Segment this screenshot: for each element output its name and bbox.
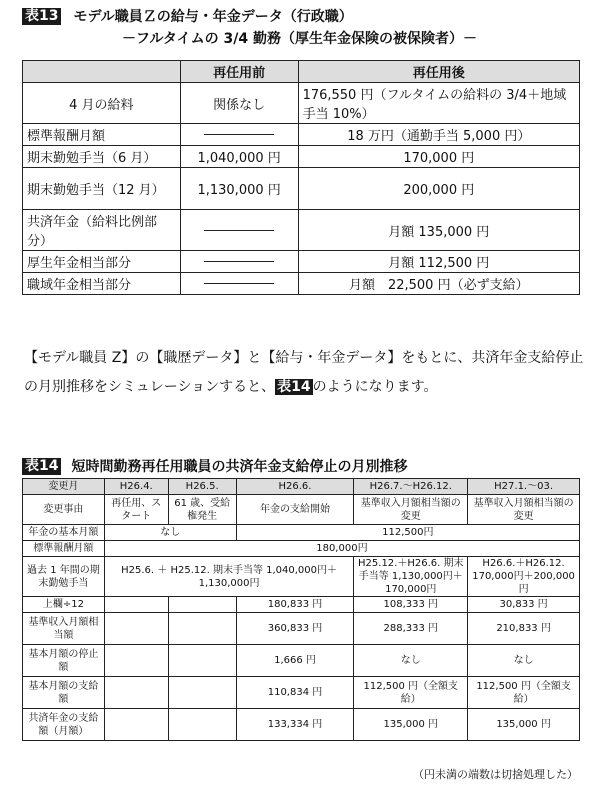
value-cell: なし <box>354 645 468 677</box>
table-row <box>23 541 580 557</box>
before-cell: 関係なし <box>180 83 298 124</box>
month-cell: H26.6. <box>236 479 354 495</box>
after-cell: 月額 112,500 円 <box>298 251 579 273</box>
reason-cell: 基準収入月額相当額の変更 <box>354 495 468 525</box>
dash-line <box>204 230 274 231</box>
value-cell: 30,833 円 <box>468 597 580 613</box>
row-label: 期末勤勉手当（12 月） <box>23 168 181 210</box>
empty-cell <box>168 677 236 709</box>
after-cell: 月額 22,500 円（必ず支給） <box>298 273 579 295</box>
value-cell: 180,833 円 <box>236 597 354 613</box>
row-label: 過去 1 年間の期末勤勉手当 <box>23 557 105 597</box>
table13-label: 表13 <box>22 8 61 25</box>
body-paragraph <box>24 344 584 402</box>
empty-cell <box>168 645 236 677</box>
before-cell <box>180 210 298 251</box>
month-cell: H26.7.～H26.12. <box>354 479 468 495</box>
paragraph-text-1: 【モデル職員 Z】の【職歴データ】と【給与・年金データ】をもとに、共済年金支給停止の月別推移をシミュレーションすると、 <box>24 350 584 395</box>
value-cell: 112,500 円（全額支給） <box>468 677 580 709</box>
table-row <box>23 124 580 146</box>
row-label: 基本月額の支給額 <box>23 677 105 709</box>
value-cell: 288,333 円 <box>354 613 468 645</box>
empty-cell <box>104 645 168 677</box>
empty-cell <box>104 613 168 645</box>
table-row <box>23 677 580 709</box>
value-cell: H26.6.＋H26.12. 170,000円＋200,000円 <box>468 557 580 597</box>
value-cell: 180,000円 <box>104 541 579 557</box>
empty-cell <box>168 613 236 645</box>
table13-heading <box>22 6 582 47</box>
table-row <box>23 168 580 210</box>
table-row <box>23 273 580 295</box>
month-cell: H27.1.～03. <box>468 479 580 495</box>
row-label: 変更事由 <box>23 495 105 525</box>
empty-cell <box>104 677 168 709</box>
value-cell: なし <box>468 645 580 677</box>
value-cell: H25.6. ＋ H25.12. 期末手当等 1,040,000円＋1,130,000円 <box>104 557 354 597</box>
value-cell: 112,500円 <box>236 525 579 541</box>
value-cell: 133,334 円 <box>236 709 354 741</box>
value-cell: 110,834 円 <box>236 677 354 709</box>
value-cell: 108,333 円 <box>354 597 468 613</box>
month-cell: 変更月 <box>23 479 105 495</box>
table14-heading <box>22 456 407 476</box>
table13 <box>22 60 580 295</box>
dash-line <box>204 134 274 135</box>
table-row <box>23 557 580 597</box>
value-cell: 1,666 円 <box>236 645 354 677</box>
table14-title: 短時間勤務再任用職員の共済年金支給停止の月別推移 <box>71 459 408 475</box>
row-label: 基本月額の停止額 <box>23 645 105 677</box>
table-row <box>23 709 580 741</box>
table-row <box>23 210 580 251</box>
row-label: 標準報酬月額 <box>23 541 105 557</box>
empty-cell <box>168 709 236 741</box>
dash-line <box>204 283 274 284</box>
table13-title: モデル職員Ｚの給与・年金データ（行政職） <box>73 9 353 25</box>
reason-cell: 年金の支給開始 <box>236 495 354 525</box>
row-label: 基準収入月額相当額 <box>23 613 105 645</box>
table13-subtitle: －フルタイムの 3/4 勤務（厚生年金保険の被保険者）－ <box>122 31 477 47</box>
row-label: 標準報酬月額 <box>23 124 181 146</box>
row-label: 期末勤勉手当（6 月） <box>23 146 181 168</box>
table-row <box>23 251 580 273</box>
before-cell <box>180 273 298 295</box>
paragraph-text-2: のようになります。 <box>312 379 438 395</box>
reason-cell: 再任用、スタート <box>104 495 168 525</box>
table-row <box>23 597 580 613</box>
dash-line <box>204 261 274 262</box>
header-cell: 再任用後 <box>298 61 579 83</box>
footnote: （円未満の端数は切捨処理した） <box>413 768 578 781</box>
table-row <box>23 525 580 541</box>
value-cell: H25.12.＋H26.6. 期末手当等 1,130,000円＋170,000円 <box>354 557 468 597</box>
after-cell: 170,000 円 <box>298 146 579 168</box>
before-cell: 1,040,000 円 <box>180 146 298 168</box>
table14 <box>22 478 580 741</box>
empty-cell <box>104 709 168 741</box>
after-cell: 200,000 円 <box>298 168 579 210</box>
month-cell: H26.5. <box>168 479 236 495</box>
table-row <box>23 613 580 645</box>
table-row <box>23 83 580 124</box>
value-cell: 360,833 円 <box>236 613 354 645</box>
table14-label: 表14 <box>22 458 61 475</box>
after-cell: 月額 135,000 円 <box>298 210 579 251</box>
row-label: 年金の基本月額 <box>23 525 105 541</box>
reason-cell: 61 歳、受給権発生 <box>168 495 236 525</box>
row-label: 共済年金（給料比例部分） <box>23 210 181 251</box>
before-cell <box>180 124 298 146</box>
table14-reference-badge: 表14 <box>277 379 311 395</box>
value-cell: 210,833 円 <box>468 613 580 645</box>
after-cell: 18 万円（通勤手当 5,000 円） <box>298 124 579 146</box>
value-cell: 135,000 円 <box>468 709 580 741</box>
empty-cell <box>168 597 236 613</box>
table-header-row <box>23 61 580 83</box>
header-cell: 再任用前 <box>180 61 298 83</box>
after-cell: 176,550 円（フルタイムの給料の 3/4＋地域手当 10%） <box>298 83 579 124</box>
value-cell: なし <box>104 525 236 541</box>
month-cell: H26.4. <box>104 479 168 495</box>
row-label: 職域年金相当部分 <box>23 273 181 295</box>
value-cell: 135,000 円 <box>354 709 468 741</box>
table-row <box>23 645 580 677</box>
value-cell: 112,500 円（全額支給） <box>354 677 468 709</box>
table-header-row <box>23 479 580 495</box>
row-label: 上欄÷12 <box>23 597 105 613</box>
row-label: 厚生年金相当部分 <box>23 251 181 273</box>
header-cell <box>23 61 181 83</box>
empty-cell <box>104 597 168 613</box>
before-cell: 1,130,000 円 <box>180 168 298 210</box>
table-row <box>23 495 580 525</box>
table-row <box>23 146 580 168</box>
row-label: 共済年金の支給額（月額） <box>23 709 105 741</box>
row-label: 4 月の給料 <box>23 83 181 124</box>
reason-cell: 基準収入月額相当額の変更 <box>468 495 580 525</box>
before-cell <box>180 251 298 273</box>
